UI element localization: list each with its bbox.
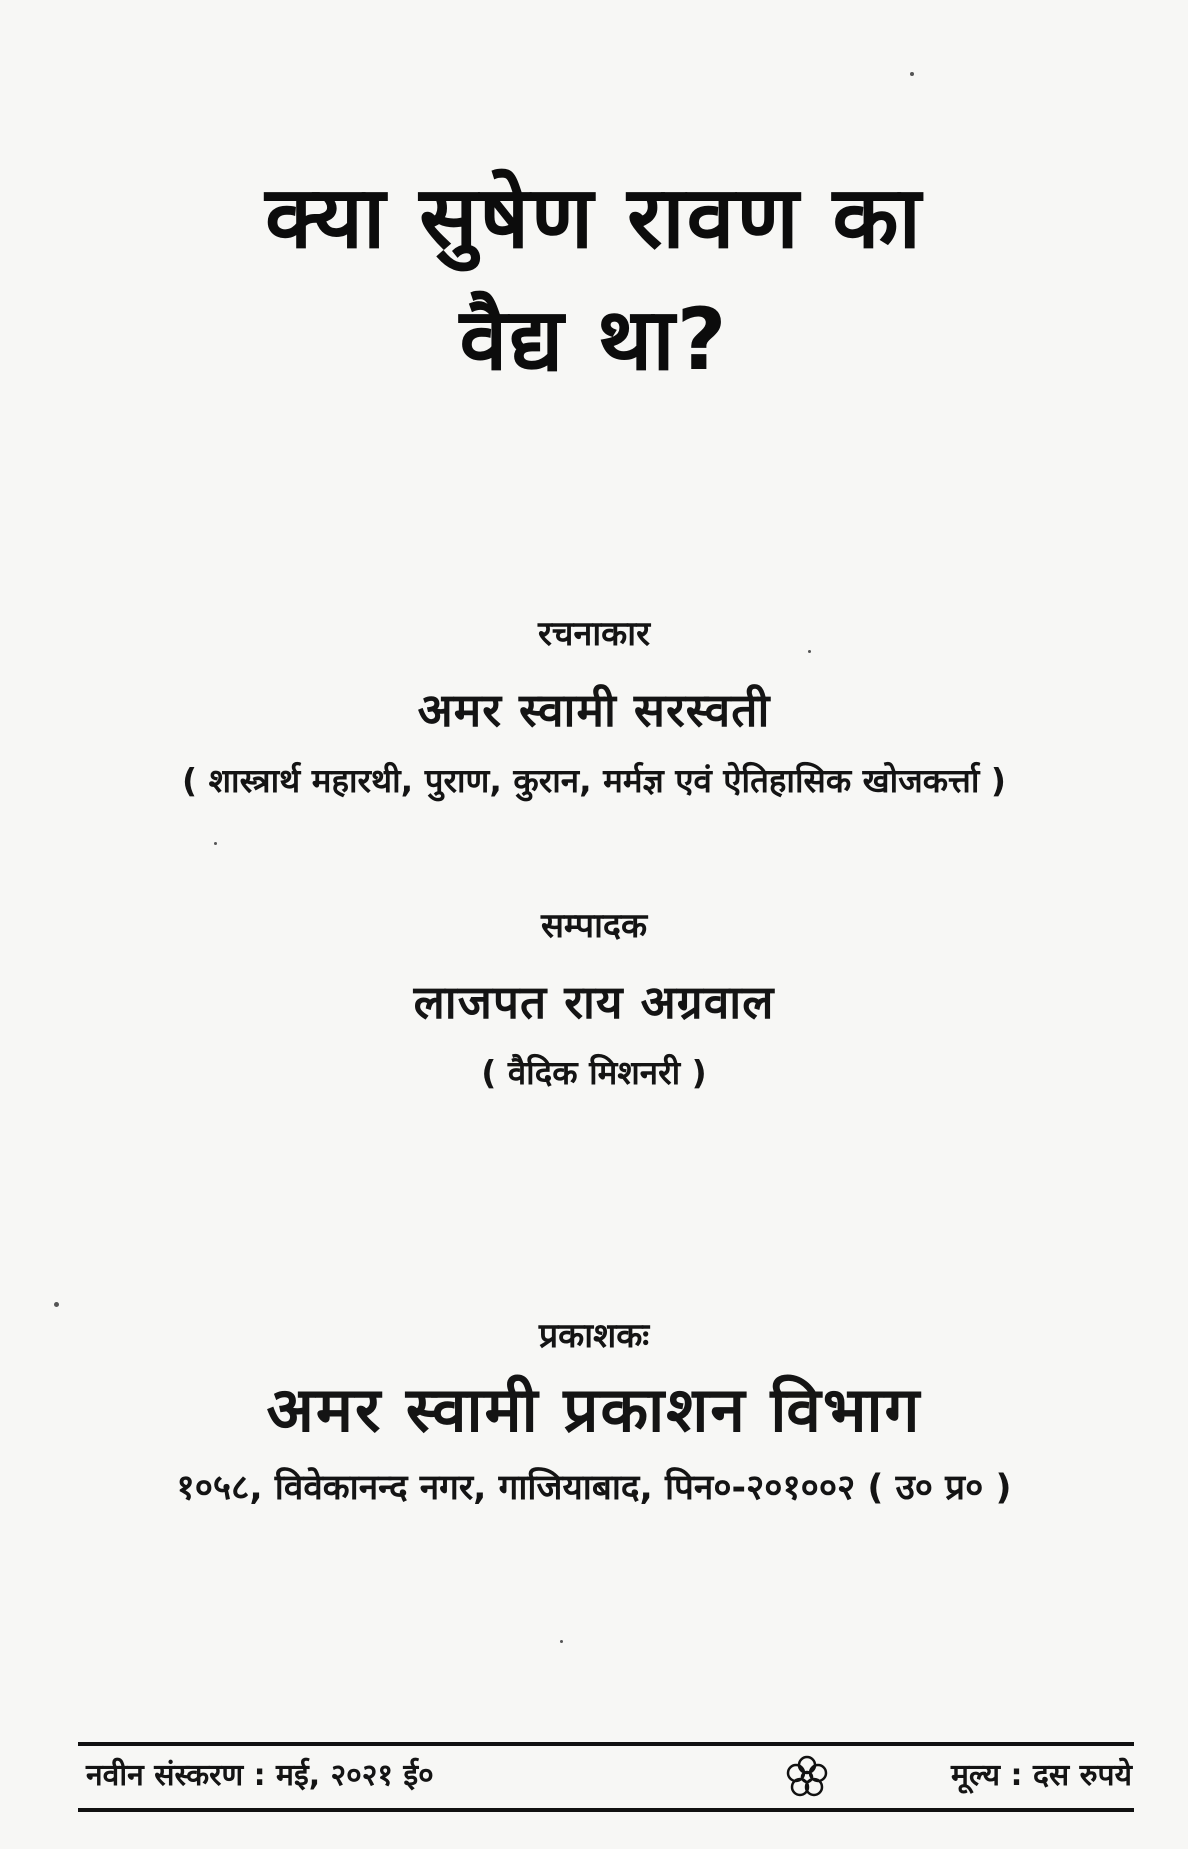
- scan-speck: [910, 72, 914, 76]
- flower-icon: [784, 1754, 830, 1800]
- footer-bottom-rule: [78, 1808, 1134, 1812]
- publisher-address: १०५८, विवेकानन्द नगर, गाजियाबाद, पिन०-२०१००२ ( उ० प्र० ): [176, 1468, 1012, 1508]
- editor-description: ( वैदिक मिशनरी ): [481, 1053, 707, 1092]
- author-description: ( शास्त्रार्थ महारथी, पुराण, कुरान, मर्मज्ञ एवं ऐतिहासिक खोजकर्त्ता ): [182, 761, 1006, 800]
- scan-speck: [214, 842, 217, 845]
- price-info: मूल्य : दस रुपये: [951, 1758, 1132, 1793]
- footer-top-rule: [78, 1742, 1134, 1746]
- book-title-line-1: क्या सुषेण रावण का: [265, 168, 923, 268]
- publisher-name: अमर स्वामी प्रकाशन विभाग: [266, 1373, 922, 1446]
- scan-speck: [560, 1640, 563, 1643]
- publisher-role-label: प्रकाशकः: [538, 1316, 650, 1356]
- scan-speck: [808, 650, 811, 653]
- author-name: अमर स्वामी सरस्वती: [417, 683, 771, 737]
- scan-speck: [54, 1302, 59, 1307]
- editor-role-label: सम्पादक: [540, 906, 648, 946]
- editor-name: लाजपत राय अग्रवाल: [413, 975, 775, 1029]
- edition-info: नवीन संस्करण : मई, २०२१ ई०: [86, 1758, 434, 1793]
- book-title-line-2: वैद्य था?: [459, 290, 729, 390]
- author-role-label: रचनाकार: [538, 614, 650, 654]
